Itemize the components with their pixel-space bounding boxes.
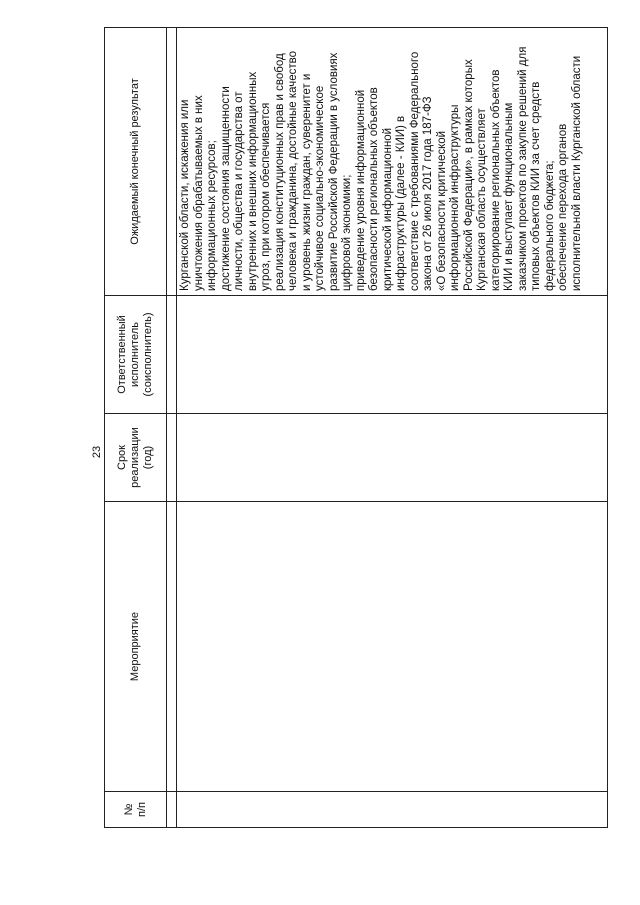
header-deadline-line: реализации: [129, 427, 141, 488]
result-line: инфраструктуры (далее - КИИ) в: [395, 115, 407, 291]
result-line: и уровень жизни граждан, суверенитет и: [300, 73, 313, 291]
cell-number: [177, 792, 608, 828]
result-line: заказчиком проектов по закупке решений для: [516, 46, 529, 291]
activities-table: [104, 27, 608, 828]
result-line: типовых объектов КИИ за счет средств: [530, 81, 542, 291]
result-line: категорирование региональных объектов: [489, 69, 502, 291]
header-executor-line: Ответственный: [116, 315, 128, 394]
result-line: закона от 26 июля 2017 года 187-ФЗ: [422, 96, 434, 291]
result-line: исполнительной власти Курганской области: [570, 55, 583, 291]
result-line: достижение состояния защищенности: [219, 86, 232, 291]
cell-activity-spacer: [167, 502, 177, 792]
result-line: информационных ресурсов;: [206, 140, 218, 291]
result-line: безопасности региональных объектов: [368, 87, 380, 291]
cell-executor-spacer: [167, 296, 177, 414]
header-activity: Мероприятие: [105, 502, 167, 792]
cell-result: [177, 28, 608, 296]
expected-result-text: [177, 28, 584, 295]
header-number-line: №: [122, 803, 135, 816]
result-line: угроз, при котором обеспечивается: [260, 102, 272, 291]
result-line: человека и гражданина, достойные качество: [287, 50, 299, 291]
table-row: [177, 28, 608, 828]
result-line: цифровой экономики;: [341, 174, 353, 291]
header-deadline: [105, 414, 167, 502]
result-line: критической информационной: [381, 127, 394, 291]
result-line: личности, общества и государства от: [233, 91, 245, 291]
result-line: «О безопасности критической: [435, 130, 448, 291]
header-executor-line: исполнитель: [129, 322, 141, 387]
result-line: КИИ и выступает функциональным: [503, 102, 515, 291]
result-line: реализация конституционных прав и свобод: [273, 53, 286, 291]
result-line: обеспечение перехода органов: [557, 123, 569, 291]
cell-activity: [177, 502, 608, 792]
cell-executor: [177, 296, 608, 414]
cell-result-spacer: [167, 28, 177, 296]
result-line: Российской Федерации», в рамках которых: [462, 59, 475, 291]
result-line: приведение уровня информационной: [354, 89, 367, 291]
result-line: развитие Российской Федерации в условиях: [327, 52, 340, 291]
table-header-row: [105, 28, 167, 828]
result-line: федерального бюджета;: [543, 160, 556, 291]
header-number: [105, 792, 167, 828]
rotated-table-wrapper: [104, 28, 608, 828]
result-line: соответствие с требованиями Федерального: [408, 51, 421, 291]
result-line: информационной инфраструктуры: [449, 104, 461, 291]
spacer-row: [167, 28, 177, 828]
result-line: устойчивое социально-экономическое: [314, 85, 326, 291]
header-deadline-line: Срок: [116, 445, 128, 470]
page-number: 23: [91, 445, 103, 459]
header-number-line: п/п: [135, 802, 148, 817]
header-result: Ожидаемый конечный результат: [105, 28, 167, 296]
result-line: Курганской области, искажения или: [179, 99, 191, 291]
cell-deadline: [177, 414, 608, 502]
header-executor-line: (соисполнитель): [142, 312, 154, 397]
header-deadline-line: (год): [142, 445, 154, 470]
header-executor: [105, 296, 167, 414]
cell-deadline-spacer: [167, 414, 177, 502]
cell-number-spacer: [167, 792, 177, 828]
result-line: Курганская область осуществляет: [476, 108, 488, 291]
result-line: внутренних и внешних информационных: [246, 71, 259, 291]
result-line: уничтожения обрабатываемых в них: [192, 95, 205, 291]
